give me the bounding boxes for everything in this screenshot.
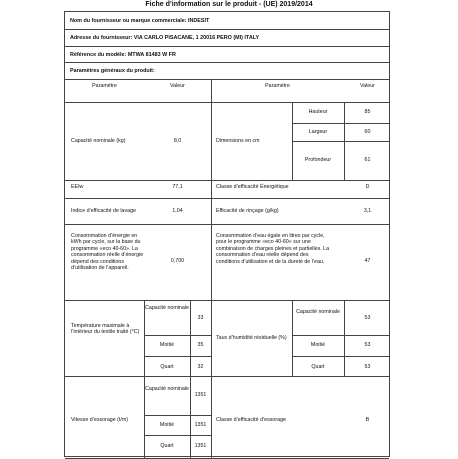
eei-value: 77,1	[172, 184, 183, 190]
humidity-row-label: Moitié	[310, 342, 326, 348]
supplier-name: Nom du fournisseur ou marque commerciale: INDESIT	[65, 12, 389, 30]
temp-row-value: 32	[197, 364, 204, 370]
model-reference: Référence du modèle: MTWA 81483 W FR	[65, 47, 389, 63]
spin-speed-label: Vitesse d’essorage (t/m)	[71, 417, 129, 423]
temp-row-label: Quart	[160, 364, 174, 370]
depth-value: 61	[364, 157, 371, 163]
col-header-value-left: Valeur	[170, 83, 185, 89]
temp-row-value: 33	[197, 315, 204, 321]
product-information-sheet	[64, 11, 390, 457]
depth-label: Profondeur	[304, 157, 332, 163]
wash-efficiency-value: 1,04	[172, 208, 183, 214]
capacity-label: Capacité nominale (kg)	[71, 138, 126, 144]
rinse-efficiency-label: Efficacité de rinçage (g/kg)	[216, 208, 279, 214]
max-temperature-label: Température maximale à l’intérieur du textile traité (°C)	[71, 323, 140, 336]
humidity-row-label: Quart	[311, 364, 325, 370]
temp-row-value: 35	[197, 342, 204, 348]
eei-label: EEIw	[71, 184, 84, 190]
spin-row-value: 1351	[194, 422, 207, 428]
width-label: Largeur	[308, 129, 328, 135]
rinse-efficiency-value: 3,1	[363, 208, 372, 214]
water-consumption-label: Consommation d’eau égale en litres par cycle, pour le programme «eco 40-60» sur une combinaison de charges pleines et partielles. La consommation d’eau réelle dépend des conditions d’utilisation et de la dureté de l’eau.	[216, 233, 330, 265]
height-label: Hauteur	[308, 109, 328, 115]
height-value: 85	[364, 109, 371, 115]
energy-class-label: Classe d’efficacité Énergétique	[216, 184, 289, 190]
capacity-value: 8,0	[173, 138, 182, 144]
spin-row-value: 1351	[194, 392, 207, 398]
temp-row-label: Moitié	[159, 342, 175, 348]
energy-consumption-value: 0,700	[170, 258, 185, 264]
document-title: Fiche d’information sur le produit - (UE) 2019/2014	[145, 1, 313, 8]
spin-class-value: B	[365, 417, 370, 423]
col-header-parameter-right: Paramètre	[265, 83, 290, 89]
energy-class-value: D	[365, 184, 370, 190]
general-params-heading: Paramètres généraux du produit:	[70, 68, 155, 74]
spin-row-value: 1351	[194, 443, 207, 449]
energy-consumption-label: Consommation d’énergie en kWh par cycle, sur la base du programme «eco 40-60». La consommation réelle d’énergie dépend des conditions d’utilisation de l’appareil.	[71, 233, 144, 272]
humidity-row-label: Capacité nominale	[296, 309, 340, 315]
dimensions-label: Dimensions en cm	[216, 138, 260, 144]
humidity-row-value: 53	[364, 315, 371, 321]
humidity-label: Taux d’humidité résiduelle (%)	[216, 335, 287, 341]
col-header-value-right: Valeur	[360, 83, 375, 89]
parameters-table	[65, 12, 389, 456]
col-header-parameter-left: Paramètre	[92, 83, 117, 89]
humidity-row-value: 53	[364, 364, 371, 370]
supplier-address: Adresse du fournisseur: VIA CARLO PISACANE, 1 20016 PERO (MI) ITALY	[65, 30, 389, 47]
humidity-row-value: 53	[364, 342, 371, 348]
spin-row-label: Moitié	[159, 422, 175, 428]
spin-class-label: Classe d’efficacité d’essorage	[216, 417, 286, 423]
spin-row-label: Capacité nominale	[145, 386, 189, 392]
spin-row-label: Quart	[160, 443, 174, 449]
wash-efficiency-label: Indice d’efficacité de lavage	[71, 208, 136, 214]
water-consumption-value: 47	[364, 258, 371, 264]
temp-row-label: Capacité nominale	[145, 305, 189, 311]
width-value: 60	[364, 129, 371, 135]
